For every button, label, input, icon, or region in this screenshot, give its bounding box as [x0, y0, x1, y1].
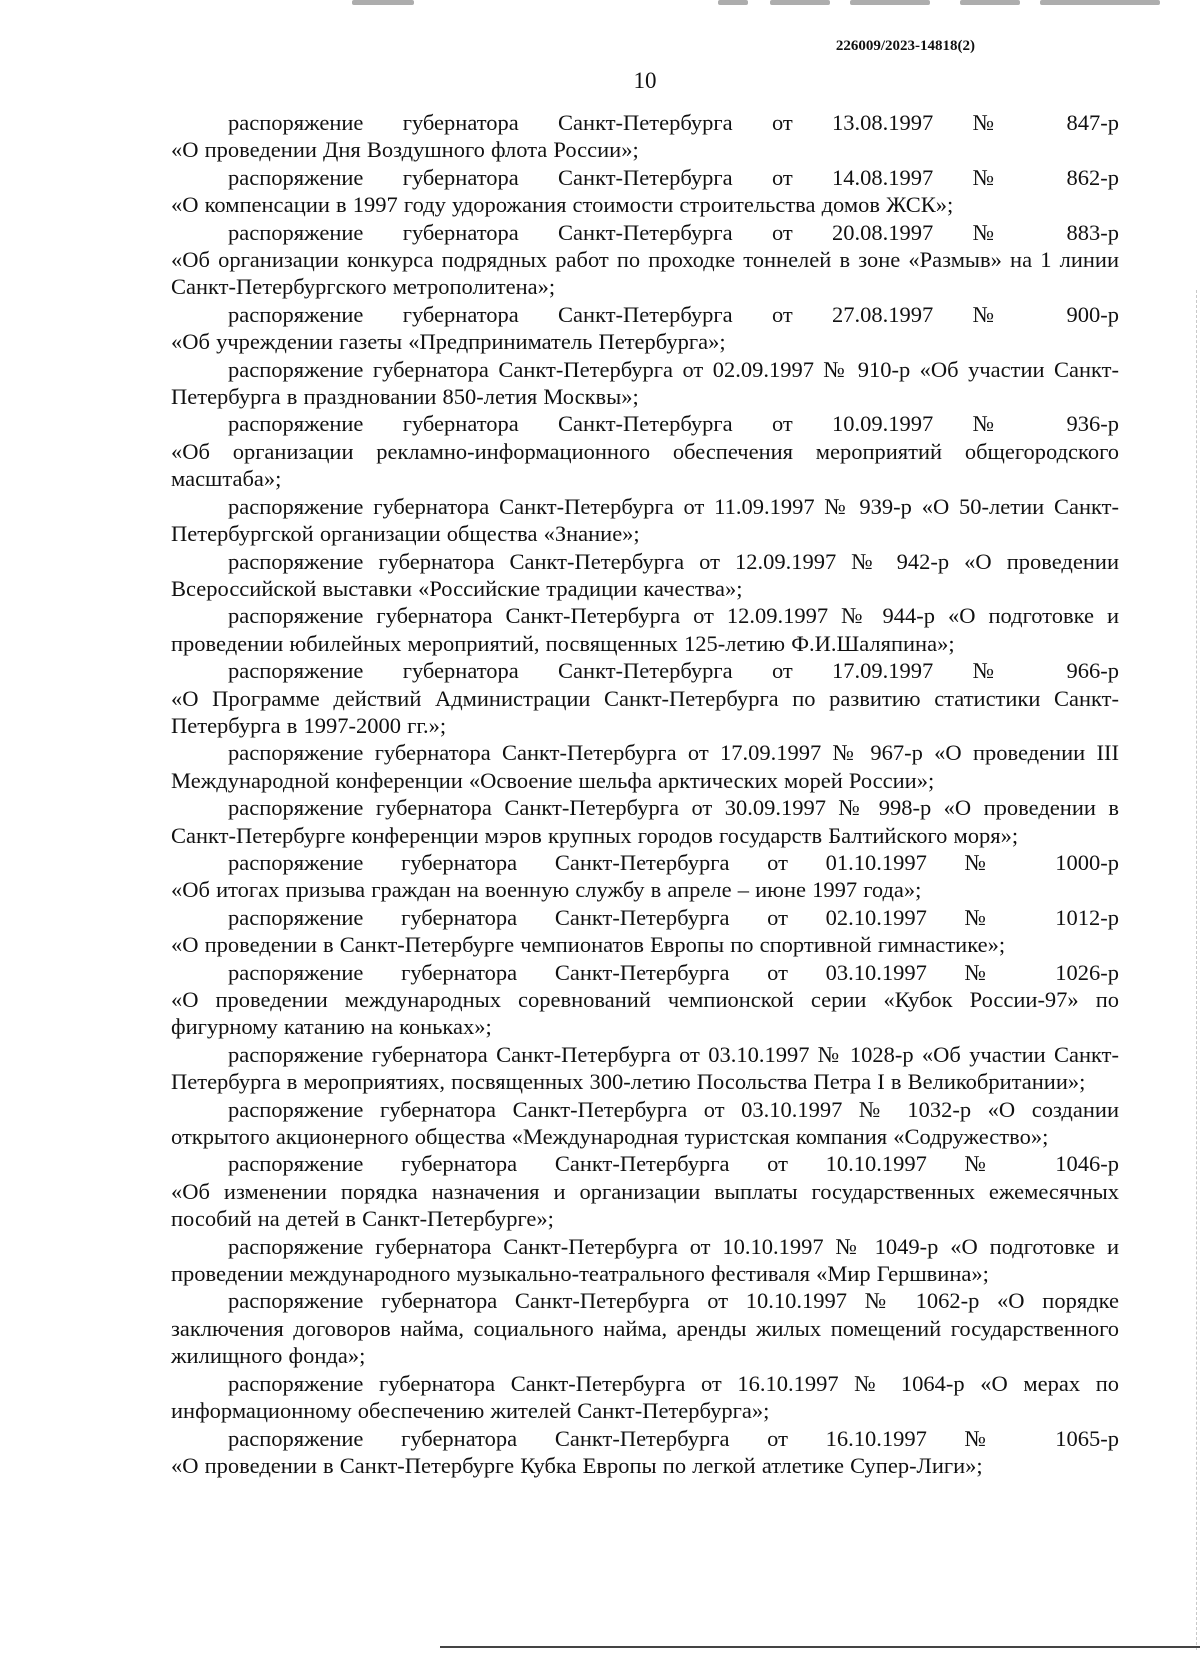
list-item-heading: распоряжение губернатора Санкт-Петербурга от 20.08.1997 № 883-р — [228, 219, 1119, 245]
list-item — [171, 1425, 1119, 1480]
list-item-heading: распоряжение губернатора Санкт-Петербурга от 01.10.1997 № 1000-р — [228, 849, 1119, 875]
list-item-heading: распоряжение губернатора Санкт-Петербурга от 10.10.1997 № 1046-р — [228, 1151, 1119, 1177]
list-item — [171, 164, 1119, 219]
list-item-title: «О компенсации в 1997 году удорожания стоимости строительства домов ЖСК»; — [171, 192, 954, 218]
list-item-title: «О проведении международных соревнований чемпионской серии «Кубок России-97» по фигурному катанию на коньках»; — [171, 987, 1119, 1040]
list-item-title: «Об организации рекламно-информационного обеспечения мероприятий общегородского масштаба»; — [171, 438, 1119, 492]
list-item — [171, 410, 1119, 492]
list-item-title: «О Программе действий Администрации Санкт-Петербурга по развитию статистики Санкт-Петербурга в 1997-2000 гг.»; — [171, 685, 1119, 738]
list-item-title: «Об учреждении газеты «Предприниматель Петербурга»; — [171, 329, 726, 355]
list-item: распоряжение губернатора Санкт-Петербурга от 12.09.1997 № 942-р «О проведении Всероссийской выставки «Российские традиции качества»; — [171, 548, 1119, 601]
list-item — [171, 1150, 1119, 1232]
list-item — [171, 109, 1119, 164]
list-item: распоряжение губернатора Санкт-Петербурга от 10.10.1997 № 1062-р «О порядке заключения договоров найма, социального найма, аренды жилых помещений государственного жилищного фонда»; — [171, 1288, 1119, 1369]
scan-artifact-right-edge — [1196, 290, 1198, 1650]
list-item-title: «О проведении в Санкт-Петербурге чемпионатов Европы по спортивной гимнастике»; — [171, 932, 1006, 958]
list-item — [171, 904, 1119, 959]
list-item — [171, 301, 1119, 356]
scan-artifact-top — [0, 0, 1200, 12]
page-number: 10 — [633, 68, 657, 93]
list-item-title: «О проведении в Санкт-Петербурге Кубка Европы по легкой атлетике Супер-Лиги»; — [171, 1452, 983, 1478]
list-item — [171, 219, 1119, 301]
list-item: распоряжение губернатора Санкт-Петербурга от 17.09.1997 № 967-р «О проведении III Международной конференции «Освоение шельфа арктических морей России»; — [171, 740, 1119, 793]
list-item — [171, 657, 1119, 739]
list-item — [171, 959, 1119, 1041]
list-item: распоряжение губернатора Санкт-Петербурга от 30.09.1997 № 998-р «О проведении в Санкт-Петербурге конференции мэров крупных городов государств Балтийского моря»; — [171, 795, 1119, 848]
list-item: распоряжение губернатора Санкт-Петербурга от 10.10.1997 № 1049-р «О подготовке и проведении международного музыкально-театрального фестиваля «Мир Гершвина»; — [171, 1233, 1119, 1287]
list-item: распоряжение губернатора Санкт-Петербурга от 03.10.1997 № 1028-р «Об участии Санкт-Петербурга в мероприятиях, посвященных 300-летию Посольства Петра I в Великобритании»; — [171, 1041, 1119, 1095]
list-item: распоряжение губернатора Санкт-Петербурга от 16.10.1997 № 1064-р «О мерах по информационному обеспечению жителей Санкт-Петербурга»; — [171, 1370, 1119, 1424]
list-item-heading: распоряжение губернатора Санкт-Петербурга от 13.08.1997 № 847-р — [228, 110, 1119, 135]
list-item: распоряжение губернатора Санкт-Петербурга от 03.10.1997 № 1032-р «О создании открытого акционерного общества «Международная туристская компания «Содружество»; — [171, 1096, 1119, 1150]
list-item — [171, 849, 1119, 904]
list-item-heading: распоряжение губернатора Санкт-Петербурга от 27.08.1997 № 900-р — [228, 301, 1119, 327]
list-item-heading: распоряжение губернатора Санкт-Петербурга от 10.09.1997 № 936-р — [228, 411, 1119, 437]
list-item-title: «О проведении Дня Воздушного флота России»; — [171, 137, 639, 163]
list-item: распоряжение губернатора Санкт-Петербурга от 12.09.1997 № 944-р «О подготовке и проведении юбилейных мероприятий, посвященных 125-летию Ф.И.Шаляпина»; — [171, 603, 1119, 656]
list-item: распоряжение губернатора Санкт-Петербурга от 02.09.1997 № 910-р «Об участии Санкт-Петербурга в праздновании 850-летия Москвы»; — [171, 356, 1119, 410]
list-item-title: «Об организации конкурса подрядных работ по проходке тоннелей в зоне «Размыв» на 1 линии Санкт-Петербургского метрополитена»; — [171, 247, 1119, 300]
list-item-heading: распоряжение губернатора Санкт-Петербурга от 16.10.1997 № 1065-р — [228, 1425, 1119, 1451]
document-id: 226009/2023-14818(2) — [835, 38, 975, 54]
list-item-heading: распоряжение губернатора Санкт-Петербурга от 03.10.1997 № 1026-р — [228, 959, 1119, 985]
scan-artifact-bottom-edge — [440, 1646, 1200, 1648]
list-item-heading: распоряжение губернатора Санкт-Петербурга от 02.10.1997 № 1012-р — [228, 904, 1119, 930]
list-item-heading: распоряжение губернатора Санкт-Петербурга от 17.09.1997 № 966-р — [228, 658, 1119, 684]
list-item-title: «Об изменении порядка назначения и организации выплаты государственных ежемесячных пособий на детей в Санкт-Петербурге»; — [171, 1178, 1119, 1232]
list-item-title: «Об итогах призыва граждан на военную службу в апреле – июне 1997 года»; — [171, 877, 922, 903]
list-item: распоряжение губернатора Санкт-Петербурга от 11.09.1997 № 939-р «О 50-летии Санкт-Петербургской организации общества «Знание»; — [171, 493, 1119, 547]
list-item-heading: распоряжение губернатора Санкт-Петербурга от 14.08.1997 № 862-р — [228, 164, 1119, 190]
document-body — [171, 109, 1119, 1479]
